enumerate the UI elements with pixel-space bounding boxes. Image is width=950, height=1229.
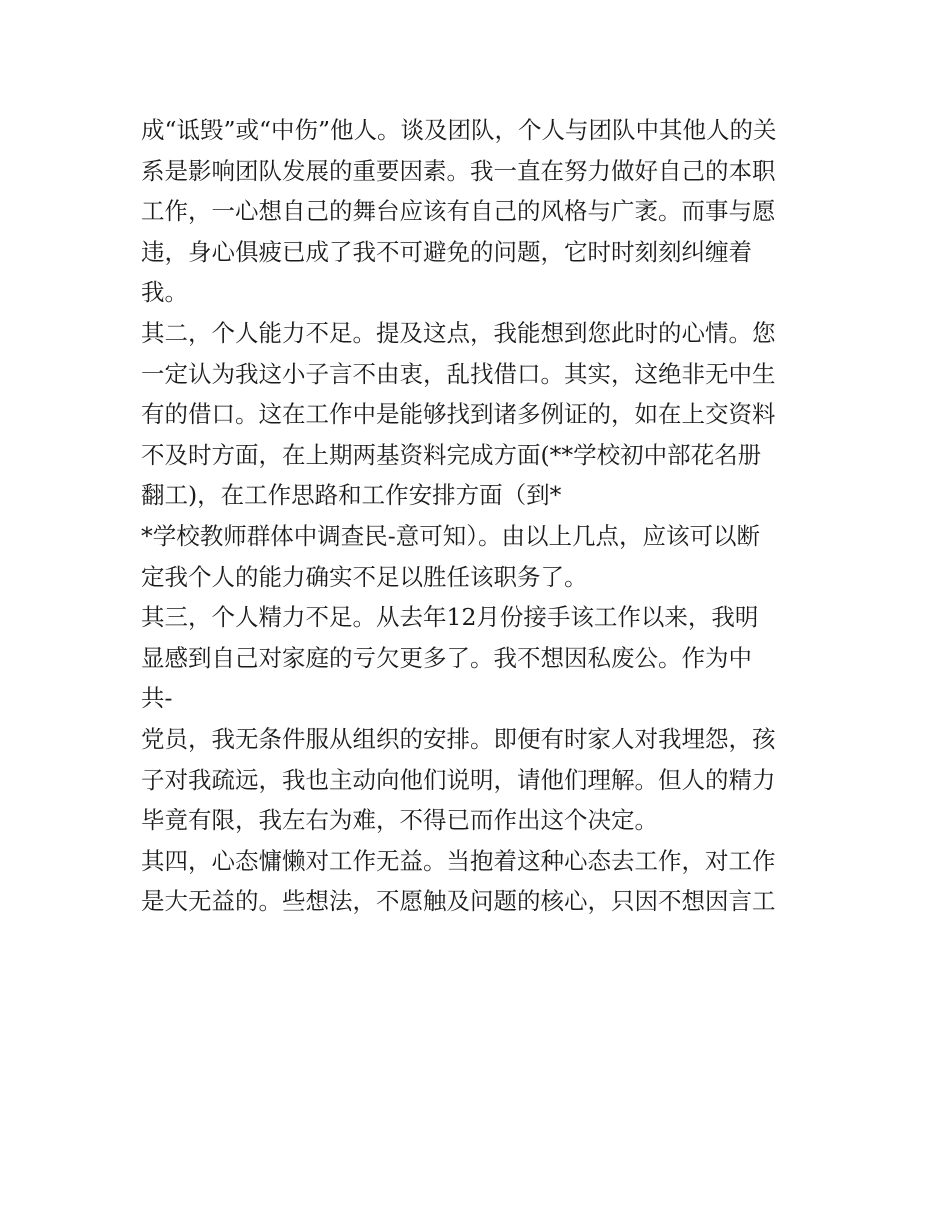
text-line: 党员，我无条件服从组织的安排。即便有时家人对我埋怨，孩: [141, 724, 776, 753]
text-line: 子对我疏远，我也主动向他们说明，请他们理解。但人的精力: [141, 765, 776, 794]
text-line: 其四，心态慵懒对工作无益。当抱着这种心态去工作，对工作: [141, 846, 776, 875]
text-line: *学校教师群体中调查民-意可知）。由以上几点，应该可以断: [141, 521, 760, 550]
text-line: 翻工)，在工作思路和工作安排方面（到*: [141, 481, 562, 510]
text-line: 成“诋毁”或“中伤”他人。谈及团队，个人与团队中其他人的关: [141, 116, 777, 144]
text-line: 违，身心俱疲已成了我不可避免的问题，它时时刻刻纠缠着: [141, 237, 752, 266]
text-line: 一定认为我这小子言不由衷，乱找借口。其实，这绝非无中生: [141, 359, 776, 388]
text-line: 显感到自己对家庭的亏欠更多了。我不想因私废公。作为中: [141, 643, 752, 672]
text-line: 其二，个人能力不足。提及这点，我能想到您此时的心情。您: [141, 318, 776, 347]
text-line: 系是影响团队发展的重要因素。我一直在努力做好自己的本职: [141, 156, 776, 185]
text-line: 有的借口。这在工作中是能够找到诸多例证的，如在上交资料: [141, 400, 776, 429]
text-line: 我。: [141, 278, 188, 307]
text-line: 共-: [141, 684, 173, 713]
text-line: 工作，一心想自己的舞台应该有自己的风格与广袤。而事与愿: [141, 197, 776, 226]
text-line: 毕竟有限，我左右为难，不得已而作出这个决定。: [141, 806, 658, 835]
text-line: 不及时方面，在上期两基资料完成方面(**学校初中部花名册: [141, 440, 762, 469]
text-line: 定我个人的能力确实不足以胜任该职务了。: [141, 562, 588, 591]
document-body-text: [141, 110, 821, 922]
text-line: 其三，个人精力不足。从去年12月份接手该工作以来，我明: [141, 603, 759, 632]
text-line: 是大无益的。些想法，不愿触及问题的核心，只因不想因言工: [141, 887, 776, 916]
